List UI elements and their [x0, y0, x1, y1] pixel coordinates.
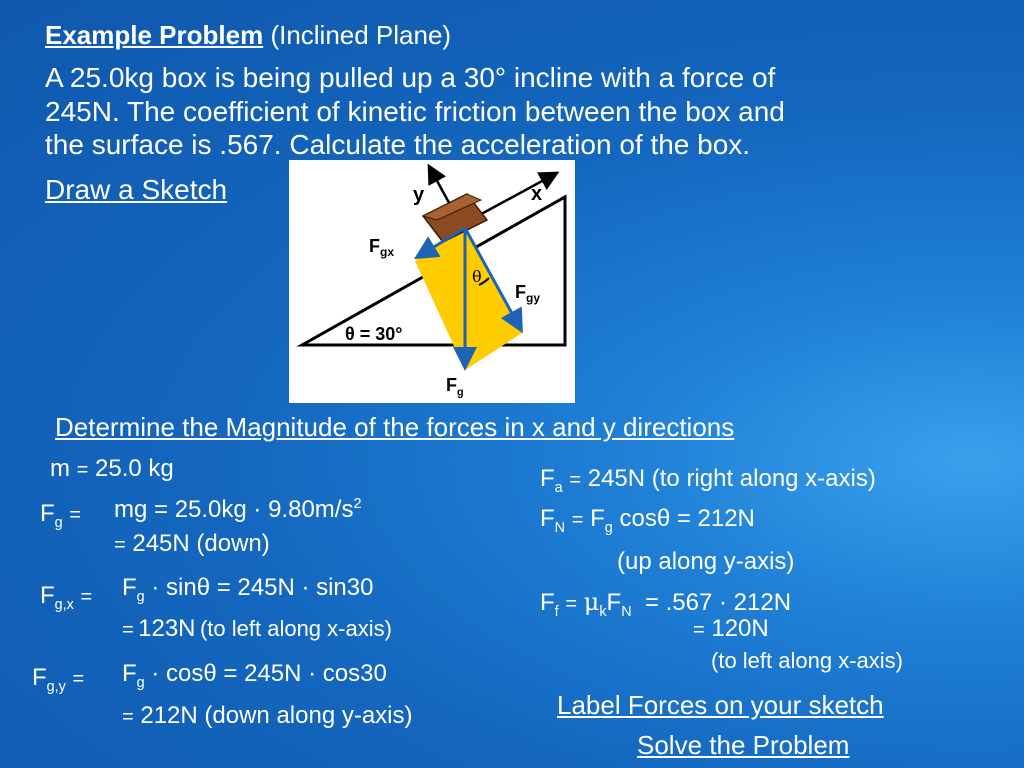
fgx-equation-label: $F_{g,x}$ = — [40, 582, 93, 613]
ff-equation: $F_f = \mu_kF_N = .567 \cdot 212N$ — [540, 588, 792, 620]
y-axis-label: y — [413, 184, 425, 206]
mass-line: m = 25.0 kg — [50, 455, 174, 482]
fgx-label: $F_{gx}$ — [369, 236, 395, 259]
fn-equation: $F_N = F_g$ cosθ = 212N — [540, 505, 755, 536]
solve-problem-instruction: Solve the Problem — [637, 730, 850, 760]
fgx-result: = 123N (to left along x-axis) — [122, 615, 392, 642]
draw-sketch-heading: Draw a Sketch — [45, 174, 228, 205]
fg-equation: $F_g$ = — [40, 500, 82, 531]
title — [45, 20, 451, 50]
fgy-label: $F_{gy}$ — [515, 282, 541, 305]
problem-line-2: 245N. The coefficient of kinetic friction between the box and — [45, 96, 785, 127]
fg-result: = 245N (down) — [114, 530, 270, 557]
x-axis-label: x — [531, 183, 543, 205]
angle-label: θ = 30° — [345, 324, 403, 344]
fn-note: (up along y-axis) — [617, 548, 795, 575]
fgx-expression: $F_g \cdot \sin\theta = 245N \cdot \sin 30$ — [122, 574, 374, 605]
fgy-expression: $F_g \cdot \cos\theta = 245N \cdot \cos 30$ — [122, 660, 387, 691]
title-sub: (Inclined Plane) — [270, 20, 452, 50]
ff-result: = 120N — [693, 615, 769, 642]
fg-label: $F_g$ — [446, 375, 464, 399]
inclined-plane-sketch — [289, 160, 575, 403]
sketch-svg — [289, 160, 575, 403]
fa-equation: $F_a = 245N$ (to right along x-axis) — [540, 465, 876, 496]
fg-expression: mg = $25.0kg \cdot 9.80m/s^2$ — [114, 496, 362, 523]
fgy-result: = 212N (down along y-axis) — [122, 702, 413, 729]
ff-note: (to left along x-axis) — [711, 648, 903, 673]
title-main: Example Problem — [45, 20, 264, 50]
problem-line-1: A 25.0kg box is being pulled up a 30° incline with a force of — [45, 62, 776, 93]
problem-line-3: the surface is .567. Calculate the acceleration of the box. — [45, 129, 751, 160]
determine-heading: Determine the Magnitude of the forces in x and y directions — [55, 412, 735, 442]
theta-label: θ — [472, 267, 482, 286]
fgy-equation-label: $F_{g,y}$ = — [32, 664, 85, 695]
label-forces-instruction: Label Forces on your sketch — [557, 690, 884, 720]
